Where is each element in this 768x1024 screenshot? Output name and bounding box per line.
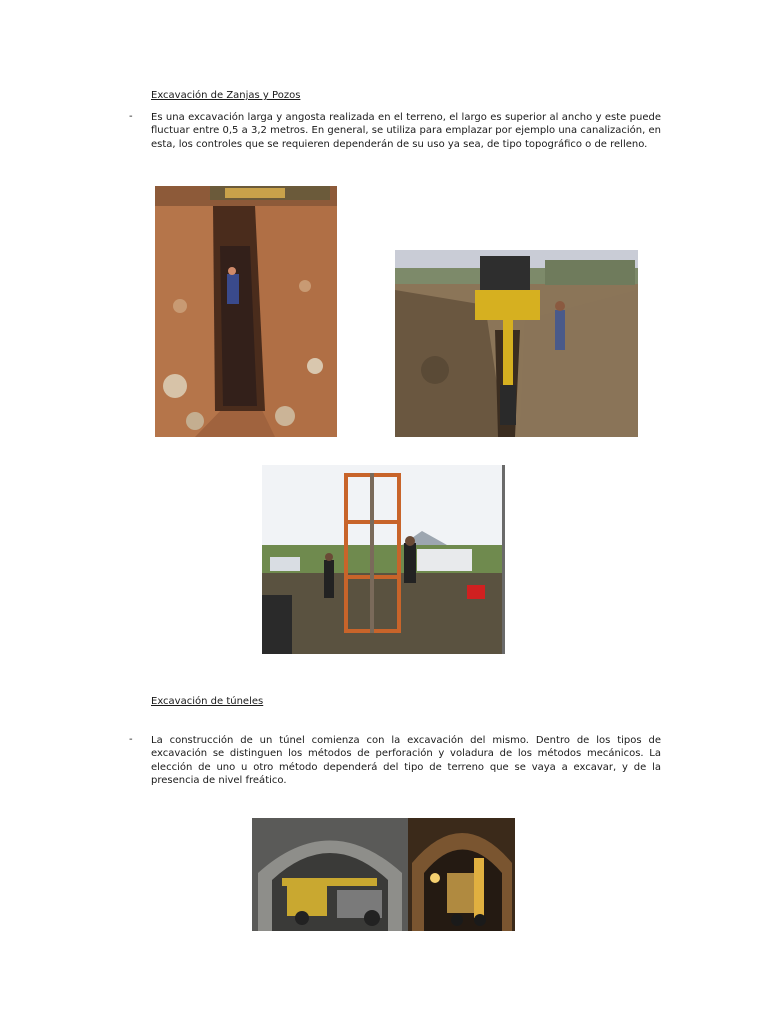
section-heading-zanjas: Excavación de Zanjas y Pozos [151,90,301,101]
tunnel-photos [252,818,515,931]
paragraph-zanjas: Es una excavación larga y angosta realizada en el terreno, el largo es superior al ancho y este puede fluctuar entre 0,5 a 3,2 metros. En general, se utiliza para emplazar por ejemplo una canalización, en esta, los controles que se requieren dependerán de su uso ya sea, de tipo topográfico o de relleno. [151,112,661,150]
drilling-rig-photo [262,465,505,654]
trench-worker-photo [155,186,337,437]
bullet-dash: - [129,111,133,122]
section-heading-tuneles: Excavación de túneles [151,696,264,707]
paragraph-tuneles: La construcción de un túnel comienza con la excavación del mismo. Dentro de los tipos de excavación se distinguen los métodos de perforación y voladura de los métodos mecánicos. La elección de uno u otro método dependerá del tipo de terreno que se vaya a excavar, y de la presencia de nivel freático. [151,735,661,787]
backhoe-photo [395,250,638,437]
bullet-dash: - [129,734,133,745]
